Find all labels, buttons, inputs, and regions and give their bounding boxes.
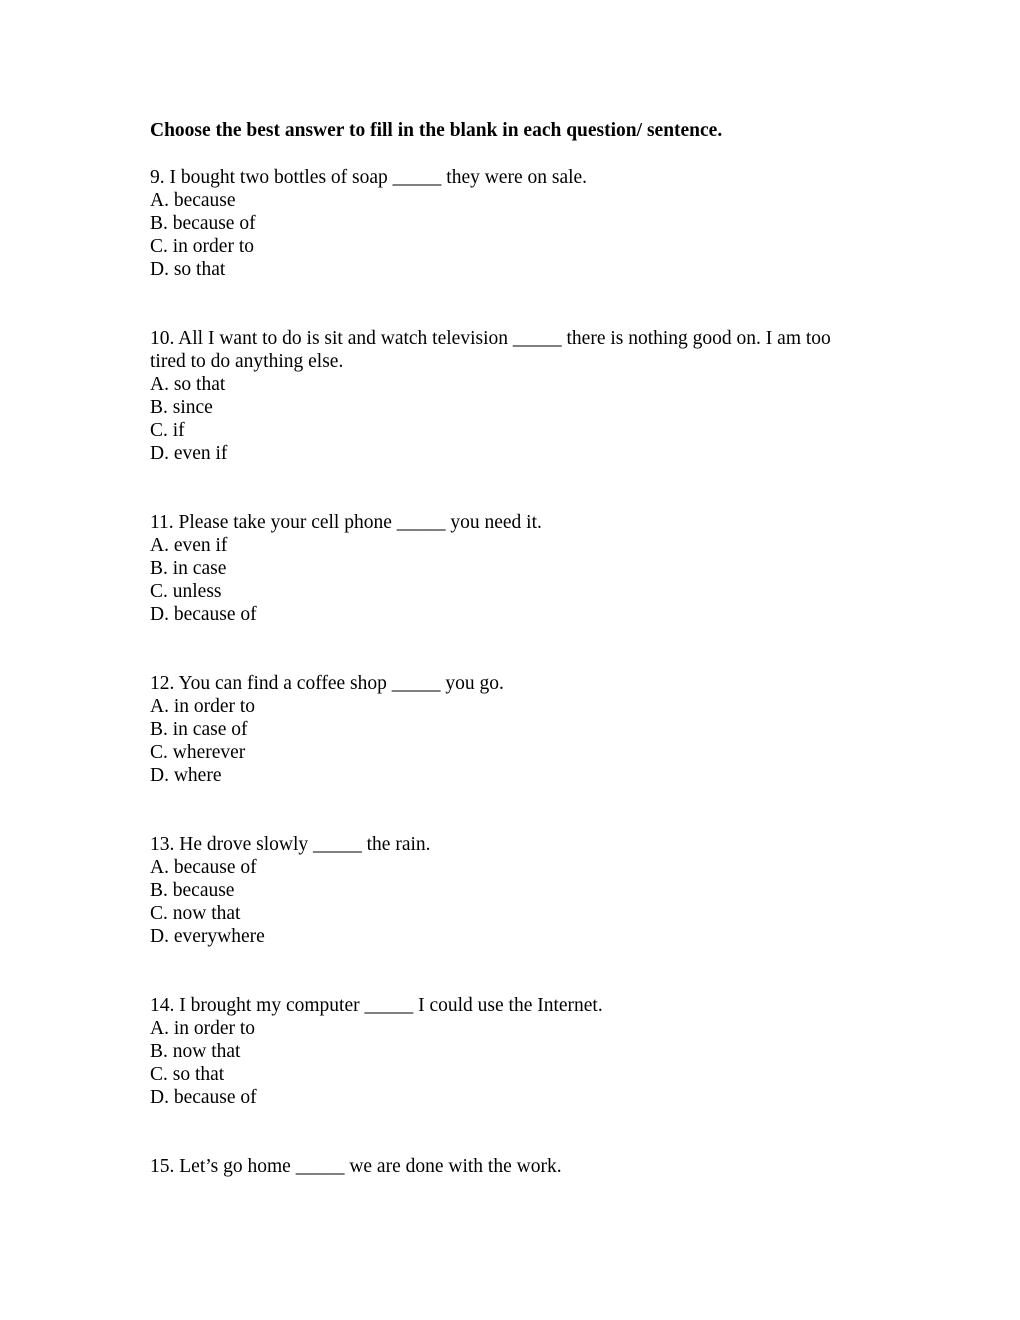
option-c: C. unless	[150, 581, 222, 602]
option-b: B. because	[150, 880, 235, 901]
option-a: A. so that	[150, 374, 226, 395]
question-stem: 9. I bought two bottles of soap _____ they were on sale.	[150, 167, 588, 188]
instructions-heading: Choose the best answer to fill in the blank in each question/ sentence.	[150, 120, 723, 141]
option-d: D. everywhere	[150, 926, 265, 947]
option-c: C. now that	[150, 903, 241, 924]
question-9	[150, 166, 870, 281]
question-11	[150, 511, 870, 626]
question-stem: 14. I brought my computer _____ I could use the Internet.	[150, 995, 603, 1016]
option-b: B. in case	[150, 558, 227, 579]
option-c: C. if	[150, 420, 185, 441]
option-a: A. in order to	[150, 696, 256, 717]
question-stem: 13. He drove slowly _____ the rain.	[150, 834, 431, 855]
question-stem: 15. Let’s go home _____ we are done with the work.	[150, 1156, 562, 1177]
option-d: D. where	[150, 765, 222, 786]
option-b: B. since	[150, 397, 213, 418]
option-c: C. in order to	[150, 236, 254, 257]
option-b: B. because of	[150, 213, 256, 234]
option-a: A. because of	[150, 857, 257, 878]
question-15	[150, 1155, 870, 1178]
question-14	[150, 994, 870, 1109]
option-a: A. even if	[150, 535, 228, 556]
option-c: C. so that	[150, 1064, 225, 1085]
option-a: A. because	[150, 190, 236, 211]
option-b: B. in case of	[150, 719, 248, 740]
question-stem: 11. Please take your cell phone _____ you need it.	[150, 512, 542, 533]
option-c: C. wherever	[150, 742, 246, 763]
question-stem: 12. You can find a coffee shop _____ you go.	[150, 673, 504, 694]
question-13	[150, 833, 870, 948]
option-d: D. even if	[150, 443, 228, 464]
question-10	[150, 327, 870, 465]
option-d: D. because of	[150, 604, 257, 625]
option-d: D. so that	[150, 259, 226, 280]
option-d: D. because of	[150, 1087, 257, 1108]
option-a: A. in order to	[150, 1018, 256, 1039]
question-12	[150, 672, 870, 787]
question-stem: 10. All I want to do is sit and watch television _____ there is nothing good on. I am too tired to do anything else.	[150, 328, 831, 372]
option-b: B. now that	[150, 1041, 241, 1062]
